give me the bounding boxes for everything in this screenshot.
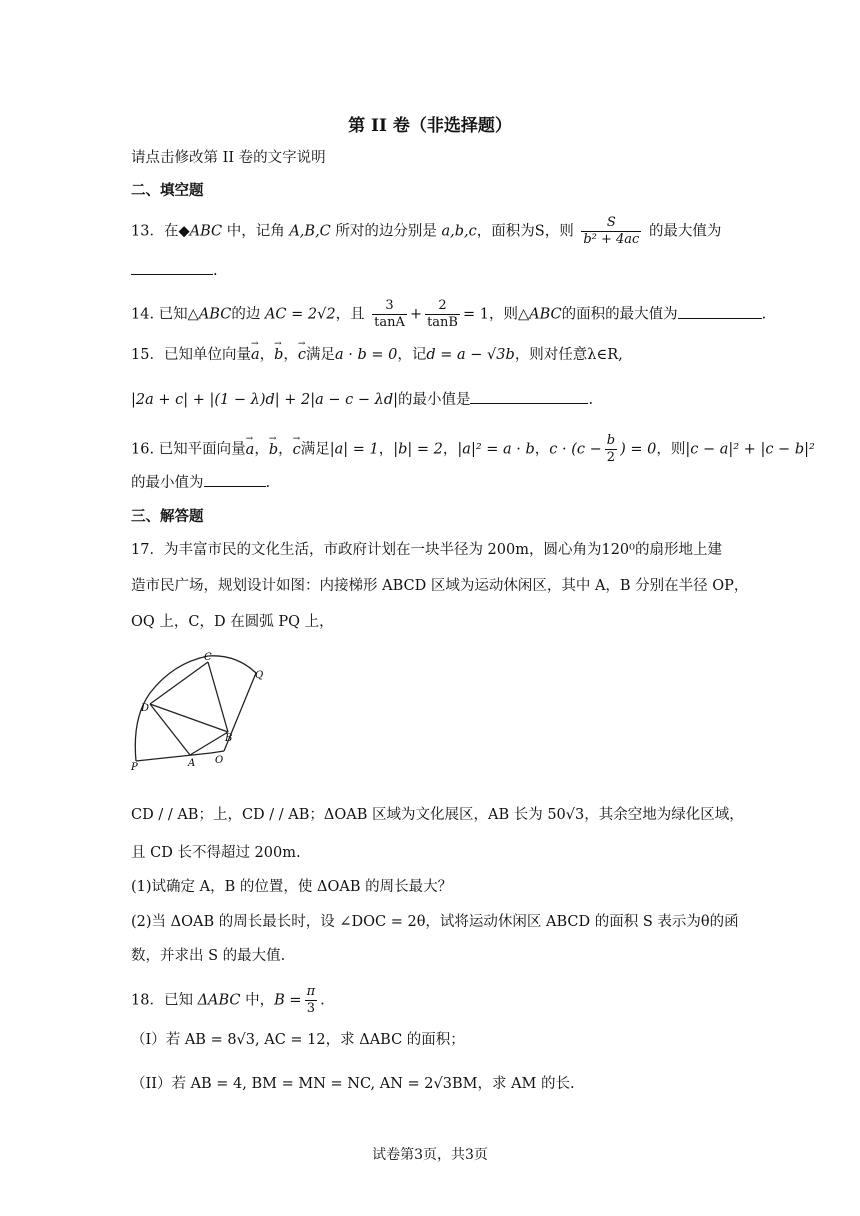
figure-label-o: O <box>215 755 224 766</box>
q13-text-3: ，面积为S，则 <box>476 223 574 240</box>
q15-sep-2: ， <box>283 347 298 363</box>
q14-fraction-1 <box>372 298 407 331</box>
q13-lead: 13．在◆ <box>131 223 190 240</box>
q13-frac-den: b² + 4ac <box>583 232 640 247</box>
q18-lead: 18．已知 <box>131 992 198 1009</box>
q18-b-eq: B = <box>274 992 302 1009</box>
figure-label-b: B <box>225 733 233 744</box>
question-16-line-2 <box>131 472 770 493</box>
q16-cond-4-post: ) = 0 <box>620 441 657 458</box>
q17-part-2a: (2)当 ΔOAB 的周长最长时，设 ∠DOC = 2θ，试将运动休闲区 ABCD 的面积 S 表示为θ的函 <box>131 914 739 930</box>
q18-period: . <box>320 992 325 1009</box>
q16-vector-a: → a <box>246 440 255 460</box>
q16-cond-text: 满足 <box>300 441 330 458</box>
q17-line-4: CD / / AB；上，CD / / AB；ΔOAB 区域为文化展区，AB 长为 50√3，其余空地为绿化区域， <box>131 807 744 823</box>
q14-triangle-2: △ABC <box>517 306 562 323</box>
q13-tail: 的最大值为 <box>648 223 722 240</box>
q18-part-1: （I）若 AB = 8√3, AC = 12，求 ΔABC 的面积； <box>131 1032 465 1048</box>
q18-frac-num: π <box>306 984 316 999</box>
figure-label-a: A <box>188 758 196 769</box>
q15-period: . <box>588 392 594 408</box>
section-heading-answer: 三、解答题 <box>131 508 204 525</box>
q18-part-2: （II）若 AB = 4, BM = MN = NC, AN = 2√3BM，求 AM 的长. <box>131 1076 575 1092</box>
q18-triangle: ΔABC <box>197 992 241 1009</box>
section-heading-fill-in: 二、填空题 <box>131 182 204 199</box>
q13-answer-line <box>131 260 770 281</box>
q15-lead: 15．已知单位向量 <box>131 347 251 363</box>
q14-period: . <box>761 306 767 323</box>
q15-tail: ，则对任意λ∈R, <box>514 347 623 363</box>
q15-line2-tail: 的最小值是 <box>397 392 471 408</box>
q14-triangle: △ABC <box>187 306 232 323</box>
q16-frac-num: b <box>606 433 616 448</box>
section-title: 第 II 卷（非选择题） <box>348 116 512 136</box>
figure-label-p: P <box>131 762 138 773</box>
q14-answer-blank[interactable] <box>678 304 762 319</box>
q16-vector-c: → c <box>293 440 301 460</box>
question-15-line-2 <box>131 389 770 410</box>
q16-period: . <box>265 475 271 491</box>
q15-answer-blank[interactable] <box>470 389 588 404</box>
q17-line-3: OQ 上，C，D 在圆弧 PQ 上， <box>131 614 334 630</box>
q13-fraction <box>581 215 641 248</box>
q14-f2-num: 2 <box>425 298 460 315</box>
q14-lead: 14. 已知 <box>131 306 188 323</box>
q14-text-2: ，且 <box>335 306 365 323</box>
q13-angles: A,B,C <box>289 223 331 240</box>
q14-f2-den: tanB <box>427 315 458 330</box>
q13-period: . <box>213 263 218 279</box>
figure-label-c: C <box>204 652 212 663</box>
q18-frac-den: 3 <box>306 1001 315 1016</box>
q14-f1-num: 3 <box>372 298 407 315</box>
q18-fraction <box>305 984 318 1017</box>
q14-fraction-2 <box>425 298 460 331</box>
q15-sep: ， <box>259 347 275 363</box>
q16-cond-2: |b| = 2 <box>393 441 443 458</box>
q14-f1-den: tanA <box>374 315 405 330</box>
q13-sides: a,b,c <box>441 223 477 240</box>
q17-line-2: 造市民广场，规划设计如图：内接梯形 ABCD 区域为运动休闲区，其中 A，B 分别在半径 OP， <box>131 578 749 594</box>
instruction-text: 请点击修改第 II 卷的文字说明 <box>131 150 326 166</box>
q13-text: 中，记角 <box>222 223 290 240</box>
q17-line-5: 且 CD 长不得超过 200m. <box>131 845 301 861</box>
sector-figure <box>128 648 268 773</box>
q16-lead: 16. 已知平面向量 <box>131 441 246 458</box>
q16-line2: 的最小值为 <box>131 475 204 491</box>
q14-equals: = 1 <box>462 306 489 323</box>
q16-cond-3: |a|² = a · b <box>457 441 535 458</box>
question-15 <box>131 345 770 365</box>
q16-answer-blank[interactable] <box>204 472 266 487</box>
q15-cond-text: 满足 <box>306 347 336 363</box>
q18-text: 中， <box>240 992 275 1009</box>
q13-text-2: 所对的边分别是 <box>330 223 442 240</box>
q16-text: ，则 <box>656 441 686 458</box>
q14-text-3: ，则 <box>488 306 518 323</box>
q15-expression: |2a + c| + |(1 − λ)d| + 2|a − c − λd| <box>131 392 398 408</box>
q15-definition: d = a − √3b <box>426 347 515 363</box>
q14-plus: + <box>409 306 423 323</box>
q13-frac-num: S <box>581 215 641 232</box>
q13-answer-blank[interactable] <box>131 260 213 275</box>
q16-cond-1: |a| = 1 <box>329 441 379 458</box>
q17-part-2b: 数，并求出 S 的最大值. <box>131 948 286 964</box>
question-18 <box>131 984 770 1017</box>
q15-vector-a: → a <box>251 345 260 365</box>
q14-side-ac: AC = 2√2 <box>264 306 336 323</box>
q13-triangle: ABC <box>189 223 223 240</box>
q15-vector-b: → b <box>274 345 283 365</box>
q14-tail: 的面积的最大值为 <box>561 306 678 323</box>
q16-frac-den: 2 <box>606 450 616 465</box>
q17-line-1: 17．为丰富市民的文化生活，市政府计划在一块半径为 200m，圆心角为120⁰的扇形地上建 <box>131 542 722 558</box>
q16-frac <box>605 433 617 466</box>
figure-label-q: Q <box>255 670 264 681</box>
q15-text: ，记 <box>397 347 427 363</box>
q14-text: 的边 <box>231 306 265 323</box>
q15-condition: a · b = 0 <box>335 347 398 363</box>
q15-vector-c: → c <box>298 345 306 365</box>
q16-expression: |c − a|² + |c − b|² <box>685 441 815 458</box>
q16-cond-4-pre: c · (c − <box>549 441 602 458</box>
question-14 <box>131 298 770 331</box>
q16-vector-b: → b <box>269 440 278 460</box>
page-footer: 试卷第3页，共3页 <box>372 1147 488 1163</box>
question-13 <box>131 215 770 248</box>
figure-label-d: D <box>141 703 150 714</box>
q17-part-1: (1)试确定 A，B 的位置，使 ΔOAB 的周长最大？ <box>131 879 453 895</box>
question-16: 16. 已知平面向量→ a，→ b，→ c满足|a| = 1，|b| = 2，|a|² = a · b，c · (c − $\frac{b}{2}$ ) = 0，则|c − a|² + |c − b|² <box>131 433 770 466</box>
